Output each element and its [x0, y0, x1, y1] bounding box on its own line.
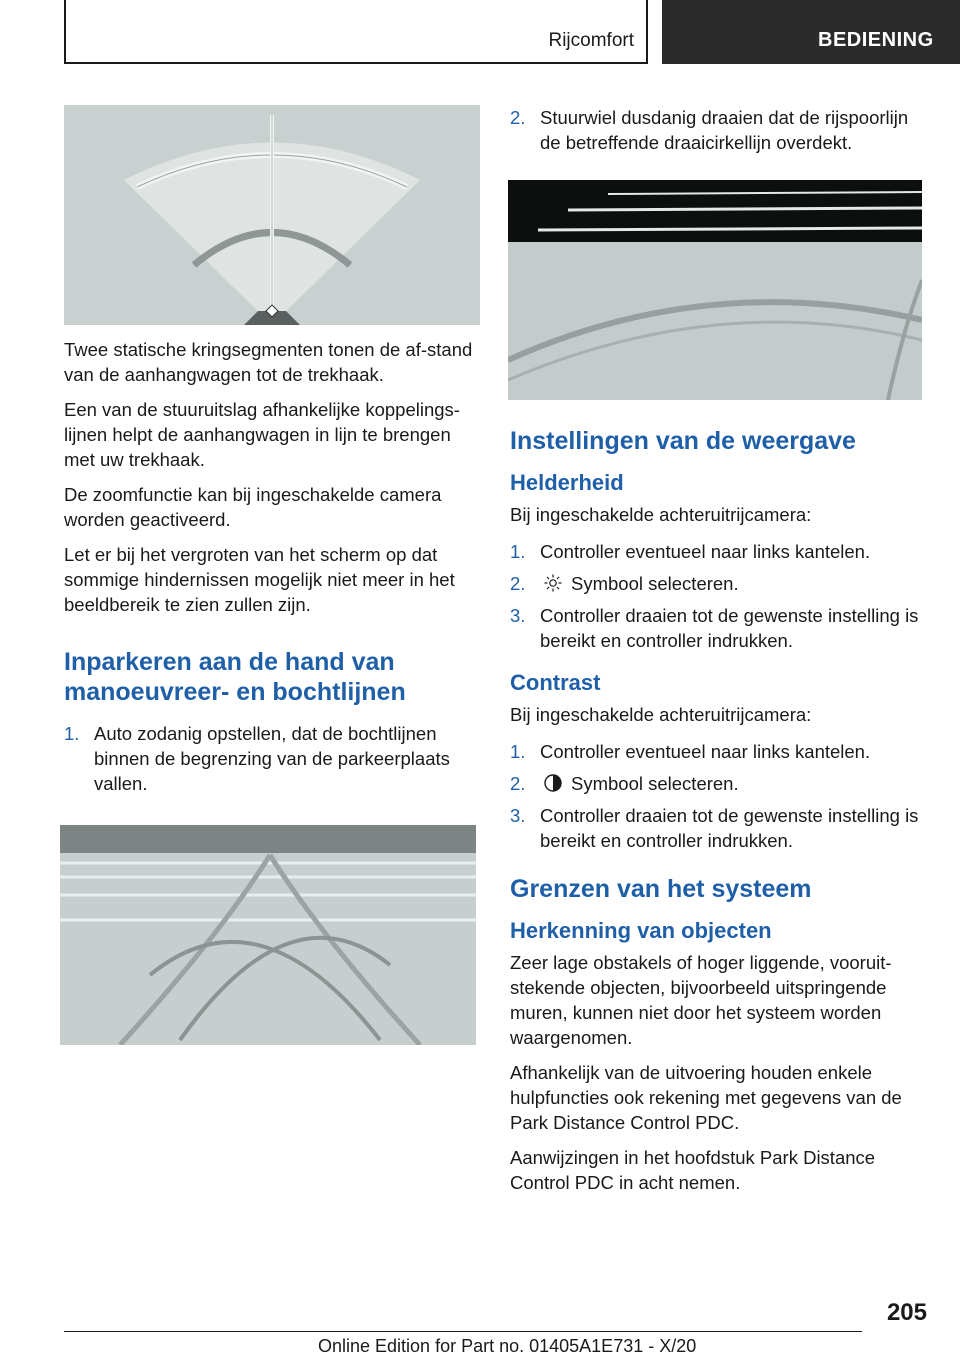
step-text: Controller draaien tot de gewenste instelling is bereikt en controller indrukken. — [540, 605, 919, 651]
header-chapter-tab — [662, 0, 960, 64]
section-heading-system-limits: Grenzen van het systeem — [510, 875, 812, 903]
step-number: 1. — [510, 541, 526, 562]
step-text: Controller draaien tot de gewenste instelling is bereikt en controller indrukken. — [540, 805, 919, 851]
brightness-icon — [544, 574, 562, 592]
list-item — [510, 803, 926, 853]
steps-list-left — [64, 721, 482, 796]
list-item — [510, 771, 926, 796]
step-number: 2. — [510, 773, 526, 794]
subheading-contrast: Contrast — [510, 670, 601, 695]
step-text: Stuurwiel dusdanig draaien dat de rijspoorlijn de betreffende draaicirkellijn overdekt. — [540, 107, 909, 153]
section-heading-display-settings: Instellingen van de weergave — [510, 427, 856, 455]
paragraph: Let er bij het vergroten van het scherm op dat sommige hindernissen mogelijk niet meer in het beeldbereik te zien zullen zijn. — [64, 544, 455, 615]
paragraph: Bij ingeschakelde achteruitrijcamera: — [510, 704, 812, 725]
paragraph: Zeer lage obstakels of hoger liggende, vooruit-stekende objecten, bijvoorbeeld uitspringende muren, kunnen niet door het systeem worden waargenomen. — [510, 952, 892, 1048]
paragraph: Twee statische kringsegmenten tonen de af-stand van de aanhangwagen tot de trekhaak. — [64, 339, 473, 385]
paragraph: Een van de stuuruitslag afhankelijke koppelings-lijnen helpt de aanhangwagen in lijn te brengen met uw trekhaak. — [64, 399, 460, 470]
step-text: Auto zodanig opstellen, dat de bochtlijnen binnen de begrenzing van de parkeerplaats vallen. — [94, 723, 450, 794]
footer-divider — [64, 1331, 862, 1332]
list-item — [510, 739, 926, 764]
step-number: 3. — [510, 605, 526, 626]
step-number: 2. — [510, 573, 526, 594]
paragraph: Afhankelijk van de uitvoering houden enkele hulpfuncties ook rekening met gegevens van de Park Distance Control PDC. — [510, 1062, 902, 1133]
header-section-title: Rijcomfort — [548, 30, 634, 51]
step-number: 3. — [510, 805, 526, 826]
page-number: 205 — [886, 1299, 927, 1326]
header-chapter-label: BEDIENING — [818, 29, 934, 51]
list-item — [510, 539, 926, 564]
subheading-object-detection: Herkenning van objecten — [510, 918, 772, 943]
step-text: Symbool selecteren. — [571, 773, 739, 794]
paragraph: Aanwijzingen in het hoofdstuk Park Distance Control PDC in acht nemen. — [510, 1147, 876, 1193]
figure-steering-lines — [508, 180, 922, 400]
left-column — [64, 105, 482, 1045]
figure-trailer-coupling — [64, 105, 480, 325]
steps-list-contrast — [510, 739, 926, 853]
paragraph: De zoomfunctie kan bij ingeschakelde camera worden geactiveerd. — [64, 484, 442, 530]
step-number: 1. — [510, 741, 526, 762]
figure-parking-lines — [60, 825, 476, 1045]
paragraph: Bij ingeschakelde achteruitrijcamera: — [510, 504, 812, 525]
list-item — [510, 105, 926, 155]
step-number: 2. — [510, 107, 526, 128]
subheading-brightness: Helderheid — [510, 470, 624, 495]
step-text: Controller eventueel naar links kantelen. — [540, 541, 871, 562]
step-text: Symbool selecteren. — [571, 573, 739, 594]
steps-list-top — [510, 105, 926, 155]
section-heading-parking-lines: Inparkeren aan de hand van manoeuvreer- en bochtlijnen — [64, 648, 406, 706]
list-item — [510, 603, 926, 653]
right-column — [510, 105, 926, 1205]
footer-edition: Online Edition for Part no. 01405A1E731 - X/20 — [318, 1336, 697, 1356]
step-number: 1. — [64, 723, 80, 744]
steps-list-brightness — [510, 539, 926, 653]
step-text: Controller eventueel naar links kantelen. — [540, 741, 871, 762]
list-item — [64, 721, 482, 796]
list-item — [510, 571, 926, 596]
contrast-icon — [544, 774, 562, 792]
